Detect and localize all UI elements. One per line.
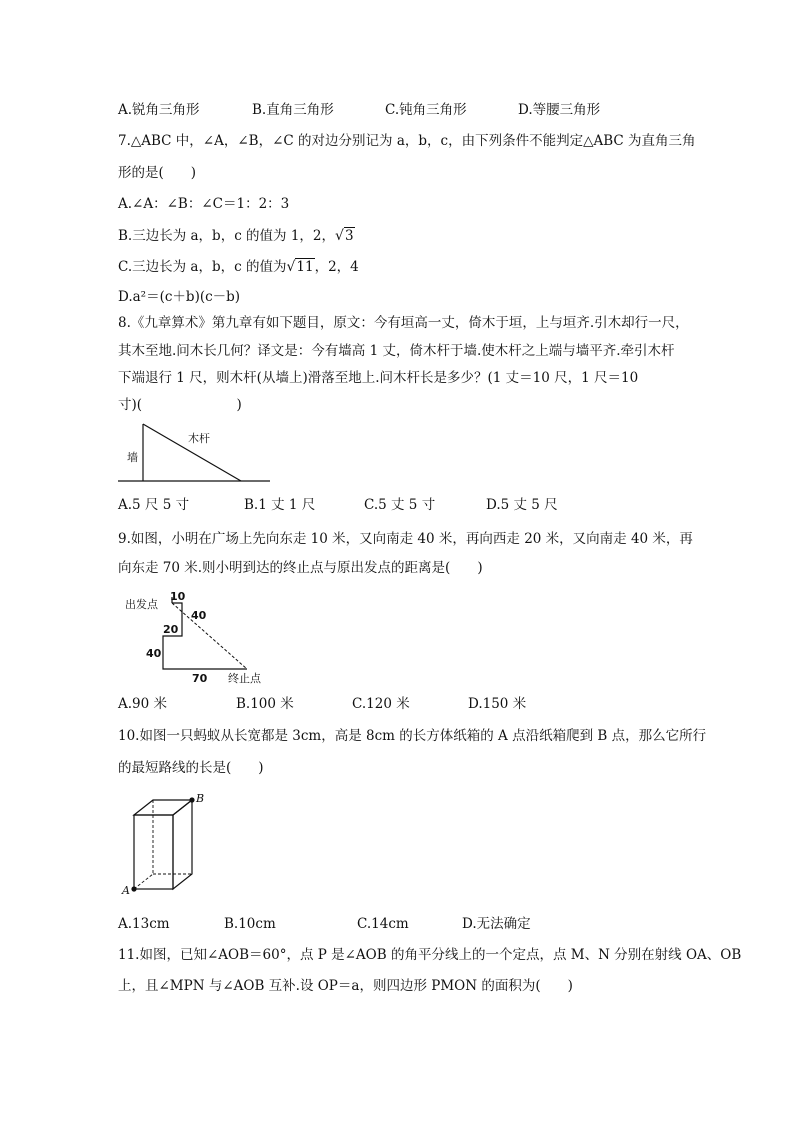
q8-option-d: D.5 丈 5 尺: [486, 497, 558, 513]
q9-option-a: A.90 米: [118, 696, 168, 712]
point-a-label: A: [122, 884, 130, 897]
radicand: 11: [296, 259, 314, 275]
south2-label: 40: [146, 647, 162, 660]
south1-label: 40: [191, 609, 207, 622]
q7-option-c-suffix: ，2，4: [314, 259, 359, 275]
q9-figure: [115, 585, 275, 685]
q7-stem-line2: 形的是( ): [118, 165, 197, 181]
q9-option-d: D.150 米: [468, 696, 527, 712]
q9-option-c: C.120 米: [352, 696, 410, 712]
east1-label: 10: [170, 590, 186, 603]
point-b-label: B: [196, 792, 205, 805]
q9-stem-line2: 向东走 70 米.则小明到达的终止点与原出发点的距离是( ): [118, 560, 483, 576]
q7-option-c: [118, 257, 359, 277]
q10-option-a: A.13cm: [118, 916, 170, 932]
q8-option-c: C.5 丈 5 寸: [364, 497, 436, 513]
q7-option-d: D.a²＝(c＋b)(c－b): [118, 289, 241, 305]
pole-label: 木杆: [188, 432, 210, 445]
hidden-edge: [134, 874, 153, 889]
q10-stem-line2: 的最短路线的长是( ): [118, 760, 264, 776]
q10-stem-line1: 10.如图一只蚂蚁从长宽都是 3cm，高是 8cm 的长方体纸箱的 A 点沿纸箱爬到 B 点，那么它所行: [118, 728, 707, 744]
q8-stem-line3: 下端退行 1 尺，则木杆(从墙上)滑落至地上.问木杆长是多少？(1 丈＝10 尺，1 尺＝10: [118, 370, 639, 386]
q9-option-b: B.100 米: [236, 696, 294, 712]
wall-label: 墙: [127, 451, 138, 464]
sqrt-expression: [286, 257, 314, 277]
q7-option-a: A.∠A：∠B：∠C＝1：2：3: [118, 196, 290, 212]
q10-option-c: C.14cm: [357, 916, 409, 932]
q8-option-a: A.5 尺 5 寸: [118, 497, 190, 513]
radicand: 3: [344, 228, 354, 244]
east2-label: 70: [192, 672, 208, 685]
q11-stem-line1: 11.如图，已知∠AOB＝60°，点 P 是∠AOB 的角平分线上的一个定点，点 M、N 分别在射线 OA、OB: [118, 947, 742, 963]
front-face: [134, 815, 173, 889]
q6-option-b: B.直角三角形: [252, 102, 334, 118]
radical-sign: √: [286, 259, 296, 275]
q6-option-d: D.等腰三角形: [518, 102, 601, 118]
q10-figure: [115, 790, 210, 900]
right-face: [173, 800, 192, 889]
q8-stem-line2: 其木至地.问木长几何？译文是：今有墙高 1 丈，倚木杆于墙.使木杆之上端与墙平齐.牵引木杆: [118, 343, 675, 359]
q6-option-a: A.锐角三角形: [118, 102, 200, 118]
q9-stem-line1: 9.如图，小明在广场上先向东走 10 米，又向南走 40 米，再向西走 20 米，又向南走 40 米，再: [118, 531, 693, 547]
q8-stem-line1: 8.《九章算术》第九章有如下题目，原文：今有垣高一丈，倚木于垣，上与垣齐.引木却行一尺，: [118, 315, 689, 331]
end-label: 终止点: [228, 672, 261, 685]
q7-stem-line1: 7.△ABC 中，∠A，∠B，∠C 的对边分别记为 a，b，c，由下列条件不能判定△ABC 为直角三角: [118, 133, 696, 149]
q8-figure: [110, 415, 280, 490]
q7-option-c-text: C.三边长为 a，b，c 的值为: [118, 259, 287, 275]
point-a-dot: [131, 886, 136, 891]
q8-stem-line4: 寸)( ): [118, 397, 242, 413]
radical-sign: √: [335, 228, 344, 244]
west-label: 20: [163, 623, 179, 636]
q11-stem-line2: 上，且∠MPN 与∠AOB 互补.设 OP＝a，则四边形 PMON 的面积为( ): [118, 978, 573, 994]
sqrt-expression: [335, 226, 355, 246]
point-b-dot: [189, 797, 194, 802]
q6-option-c: C.钝角三角形: [385, 102, 467, 118]
distance-dashed-line: [172, 603, 247, 669]
q7-option-b-text: B.三边长为 a，b，c 的值为 1，2，: [118, 228, 336, 244]
start-label: 出发点: [125, 598, 158, 611]
q7-option-b: [118, 226, 355, 246]
q10-option-b: B.10cm: [224, 916, 276, 932]
q8-option-b: B.1 丈 1 尺: [244, 497, 316, 513]
q10-option-d: D.无法确定: [462, 916, 531, 932]
